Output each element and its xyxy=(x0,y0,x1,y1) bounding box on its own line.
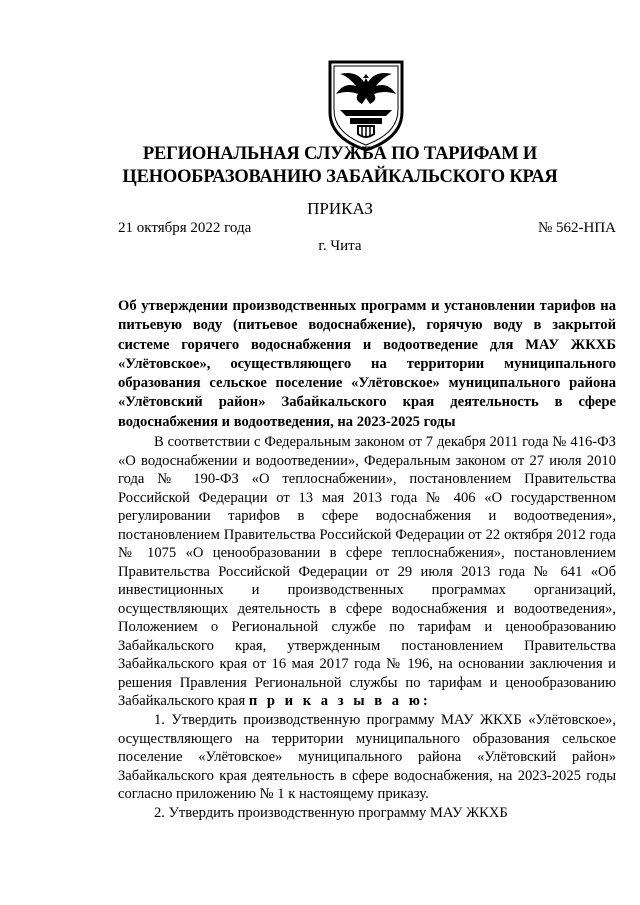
organization-title xyxy=(60,143,620,189)
decree-verb: п р и к а з ы в а ю: xyxy=(248,693,431,709)
order-item-2: 2. Утвердить производственную программу МАУ ЖКХБ xyxy=(154,805,508,821)
organization-title-line-1: РЕГИОНАЛЬНАЯ СЛУЖБА ПО ТАРИФАМ И xyxy=(142,144,538,164)
coat-of-arms-emblem xyxy=(326,60,406,152)
preamble-text: В соответствии с Федеральным законом от 7 декабря 2011 года № 416-ФЗ «О водоснабжении и водоотведении», Федеральным законом от 27 июля 2010 года № 190-ФЗ «О теплоснабжении», постановлением Правительства Российской Федерации от 13 мая 2013 года № 406 «О государственном регулировании тарифов в сфере водоснабжения и водоотведения», постановлением Правительства Российской Федерации от 22 октября 2012 года № 1075 «О ценообразовании в сфере теплоснабжения», постановлением Правительства Российской Федерации от 29 июля 2013 года № 641 «Об инвестиционных и производственных программах организаций, осуществляющих деятельность в сфере водоснабжения и водоотведения», Положением о Региональной службе по тарифам и ценообразованию Забайкальского края, утвержденным постановлением Правительства Забайкальского края от 16 мая 2017 года № 196, на основании заключения и решения Правления Региональной службы по тарифам и ценообразованию Забайкальского края xyxy=(118,434,616,709)
organization-title-line-2: ЦЕНООБРАЗОВАНИЮ ЗАБАЙКАЛЬСКОГО КРАЯ xyxy=(122,167,558,187)
order-city: г. Чита xyxy=(318,238,362,254)
order-item-1: 1. Утвердить производственную программу МАУ ЖКХБ «Улётовское», осуществляющего на территории муниципального образования сельское поселение «Улётовское» муниципального района «Улётовский район» Забайкальского края деятельность в сфере водоснабжения, на 2023-2025 годы согласно приложению № 1 к настоящему приказу. xyxy=(118,712,616,802)
order-date: 21 октября 2022 года xyxy=(118,220,252,236)
order-number: № 562-НПА xyxy=(537,220,616,236)
preamble-paragraph xyxy=(118,433,616,711)
document-type: ПРИКАЗ xyxy=(307,199,373,218)
document-subject: Об утверждении производственных программ и установлении тарифов на питьевую воду (питьевое водоснабжение), горячую воду в закрытой системе горячего водоснабжения и водоотведение для МАУ ЖКХБ «Улётовское», осуществляющего на территории муниципального образования сельское поселение «Улётовское» муниципального района «Улётовский район» Забайкальского края деятельность в сфере водоснабжения и водоотведения, на 2023-2025 годы xyxy=(118,298,616,430)
